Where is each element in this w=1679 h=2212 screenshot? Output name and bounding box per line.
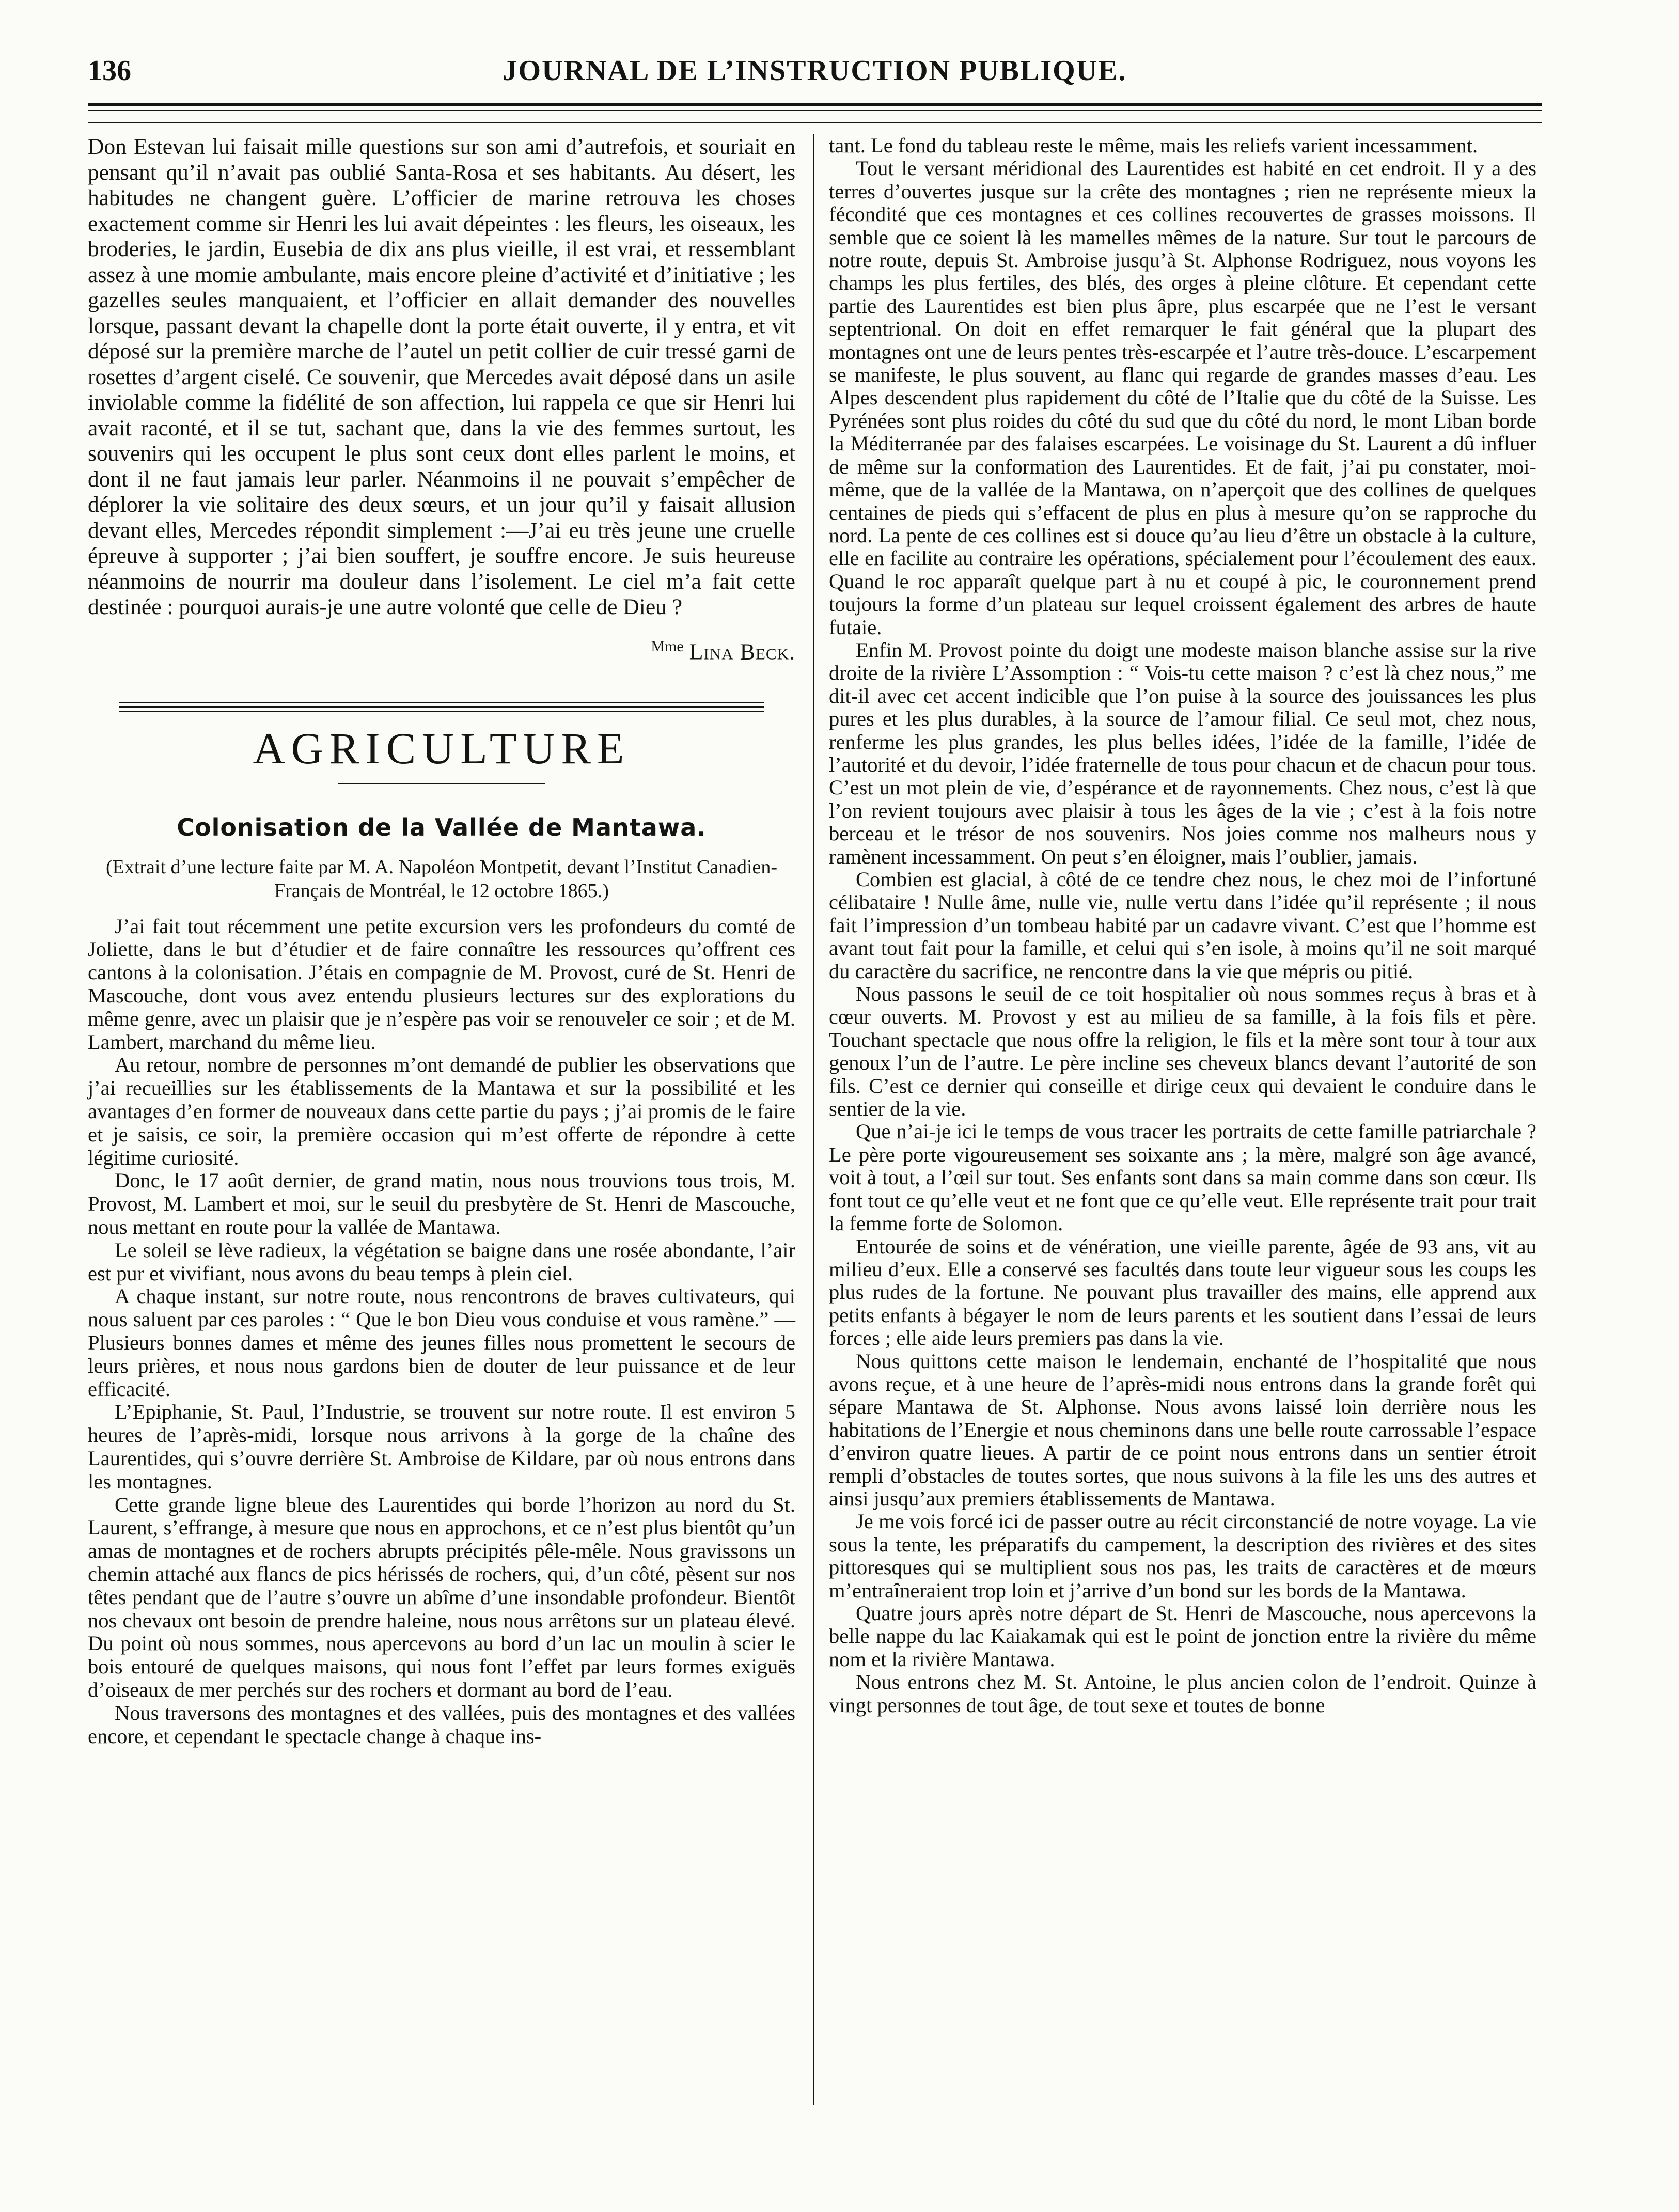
left-column [88,134,795,1748]
paragraph: Entourée de soins et de vénération, une vieille parente, âgée de 93 ans, vit au milieu d’eux. Elle a conservé ses facultés dans toute leur vigueur sous les coups les plus rudes de la fortune. Ne pouvant plus travailler des mains, elle apprend aux petits enfants à bégayer le nom de leurs parents et les soutient dans l’essai de leurs forces ; elle aide leurs premiers pas dans la vie. [829,1234,1536,1350]
paragraph: A chaque instant, sur notre route, nous rencontrons de braves cultivateurs, qui nous saluent par ces paroles : “ Que le bon Dieu vous conduise et vous ramène.” — Plusieurs bonnes dames et même des jeunes filles nous promettent le secours de leurs prières, et nous nous gardons bien de douter de leur puissance et de leur efficacité. [88,1284,795,1401]
signature-name: Lina Beck. [689,639,795,665]
right-column [829,134,1536,1717]
section-separator [119,698,764,718]
paragraph: Nous passons le seuil de ce toit hospitalier où nous sommes reçus à bras et à cœur ouverts. M. Provost y est au milieu de sa famille, à la fois fils et père. Touchant spectacle que nous offre la religion, le fils et la mère sont tour à tour aux genoux l’un de l’autre. Le père incline ses cheveux blancs devant l’autorité de son fils. C’est ce dernier qui conseille et dirige ceux qui devaient le conduire dans le sentier de la vie. [829,982,1536,1121]
header-rule-thin [88,110,1542,111]
paragraph: L’Epiphanie, St. Paul, l’Industrie, se trouvent sur notre route. Il est environ 5 heures de l’après-midi, lorsque nous arrivons à la gorge de la chaîne des Laurentides, qui s’ouvre derrière St. Ambroise de Kildare, par où nous entrons dans les montagnes. [88,1400,795,1493]
column-divider [813,134,814,2105]
section-rule [338,783,545,784]
paragraph: J’ai fait tout récemment une petite excursion vers les profondeurs du comté de Joliette, dans le but d’étudier et de faire connaître les ressources qu’offrent ces cantons à la colonisation. J’étais en compagnie de M. Provost, curé de St. Henri de Mascouche, dont vous avez entendu plusieurs lectures sur des explorations du même genre, avec un plaisir que je n’espère pas voir se renouveler ce soir ; et de M. Lambert, marchand du même lieu. [88,914,795,1054]
journal-title: JOURNAL DE L’INSTRUCTION PUBLIQUE. [503,55,1127,87]
paragraph: Nous entrons chez M. St. Antoine, le plus ancien colon de l’endroit. Quinze à vingt personnes de tout âge, de tout sexe et toutes de bonne [829,1670,1536,1717]
header-rule [88,103,1542,106]
author-signature [88,634,795,665]
paragraph: Cette grande ligne bleue des Laurentides qui borde l’horizon au nord du St. Laurent, s’effrange, à mesure que nous en approchons, et ce n’est plus bientôt qu’un amas de montagnes et de rochers abrupts précipités pêle-mêle. Nous gravissons un chemin attaché aux flancs de pics hérissés de rochers, qui, d’un côté, pèsent sur nos têtes pendant que de l’autre s’ouvre un abîme d’une insondable profondeur. Bientôt nos chevaux ont besoin de prendre haleine, nous nous arrêtons sur un plateau élevé. Du point où nous sommes, nous apercevons au bord d’un lac un moulin à scier le bois entouré de quelques maisons, qui nous font l’effet par leurs formes exiguës d’oiseaux de mer perchés sur des rochers et dormant au bord de l’eau. [88,1493,795,1701]
paragraph: Tout le versant méridional des Laurentides est habité en cet endroit. Il y a des terres d’ouvertes jusque sur la crête des montagnes ; rien ne représente mieux la fécondité que ces montagnes et ces collines recouvertes de grasses moissons. Il semble que ce soient là les mamelles mêmes de la nature. Sur tout le parcours de notre route, depuis St. Ambroise jusqu’à St. Alphonse Rodriguez, nous voyons les champs les plus fertiles, des blés, des orges à pleine clôture. Et cependant cette partie des Laurentides est bien plus âpre, plus escarpée que ne l’est le versant septentrional. On doit en effet remarquer le fait général que la plupart des montagnes ont une de leurs pentes très-escarpée et l’autre très-douce. L’escarpement se manifeste, le plus souvent, au flanc qui regarde de grandes masses d’eau. Les Alpes descendent plus rapidement du côté de l’Italie que du côté de la Suisse. Les Pyrénées sont plus roides du côté du sud que du côté du nord, le mont Liban borde la Méditerranée par des falaises escarpées. Le voisinage du St. Laurent a dû influer de même sur la conformation des Laurentides. Et de fait, j’ai pu constater, moi-même, que de la vallée de la Mantawa, on n’aperçoit que des collines de quelques centaines de pieds qui s’effacent de plus en plus à mesure qu’on se rapproche du nord. La pente de ces collines est si douce qu’au lieu d’être un obstacle à la culture, elle en facilite au contraire les opérations, spécialement pour l’écoulement des eaux. Quand le roc apparaît quelque part à nu et coupé à pic, le couronnement prend toujours la forme d’un plateau sur lequel croissent également des arbres de haute futaie. [829,156,1536,639]
header-rule-thin-2 [88,122,1542,123]
paragraph: Quatre jours après notre départ de St. Henri de Mascouche, nous apercevons la belle nappe du lac Kaiakamak qui est le point de jonction entre la rivière du même nom et la rivière Mantawa. [829,1602,1536,1671]
signature-title: Mme [651,637,684,655]
article-subtitle: (Extrait d’une lecture faite par M. A. Napoléon Montpetit, devant l’Institut Canadien-Français de Montréal, le 12 octobre 1865.) [105,856,778,902]
paragraph: Combien est glacial, à côté de ce tendre chez nous, le chez moi de l’infortuné célibataire ! Nulle âme, nulle vie, nulle vertu dans l’idée qu’il représente ; il nous fait l’impression d’un tombeau habité par un cadavre vivant. C’est que l’homme est avant tout fait pour la famille, et celui qui s’en isole, à moins qu’il ne soit marqué du caractère du sacrifice, ne rencontre dans la vie que mépris ou pitié. [829,868,1536,983]
paragraph: Donc, le 17 août dernier, de grand matin, nous nous trouvions tous trois, M. Provost, M. Lambert et moi, sur le seuil du presbytère de St. Henri de Mascouche, nous mettant en route pour la vallée de Mantawa. [88,1169,795,1239]
paragraph: Je me vois forcé ici de passer outre au récit circonstancié de notre voyage. La vie sous la tente, les préparatifs du campement, la description des rivières et des sites pittoresques qui se multiplient sous nos pas, les traits de caractères et de mœurs m’entraîneraient trop loin et j’arrive d’un bond sur les bords de la Mantawa. [829,1510,1536,1602]
paragraph: Au retour, nombre de personnes m’ont demandé de publier les observations que j’ai recueillies sur les établissements de la Mantawa et sur la possibilité et les avantages d’en former de nouveaux dans cette partie du pays ; j’ai promis de le faire et je saisis, ce soir, la première occasion qui m’est offerte de répondre à cette légitime curiosité. [88,1053,795,1169]
article-body-left [88,915,795,1748]
paragraph: Nous quittons cette maison le lendemain, enchanté de l’hospitalité que nous avons reçue, et à une heure de l’après-midi nous entrons dans la grande forêt qui sépare Mantawa de St. Alphonse. Nous avons laissé loin derrière nous les habitations de l’Energie et nous cheminons dans une belle route carrossable l’espace d’environ quatre lieues. A partir de ce point nous entrons dans un sentier étroit rempli d’obstacles de toutes sortes, que nous suivons à la file les uns des autres et ainsi jusqu’aux premiers établissements de Mantawa. [829,1349,1536,1510]
story-paragraph: Don Estevan lui faisait mille questions sur son ami d’autrefois, et souriait en pensant qu’il n’avait pas oublié Santa-Rosa et ses habitants. Au désert, les habitudes ne changent guère. L’officier de marine retrouva les choses exactement comme sir Henri les lui avait dépeintes : les fleurs, les oiseaux, les broderies, le jardin, Eusebia de dix ans plus vieille, il est vrai, et ressemblant assez à une momie ambulante, mais encore pleine d’activité et d’initiative ; les gazelles seules manquaient, et l’officier en allait demander des nouvelles lorsque, passant devant la chapelle dont la porte était ouverte, il y entra, et vit déposé sur la première marche de l’autel un petit collier de cuir tressé garni de rosettes d’argent ciselé. Ce souvenir, que Mercedes avait déposé dans un asile inviolable comme la fidélité de son affection, lui rappela ce que sir Henri lui avait raconté, et il se tut, sachant que, dans la vie des femmes surtout, les souvenirs qui les occupent le plus sont ceux dont elles parlent le moins, et dont il ne faut jamais leur parler. Néanmoins il ne pouvait s’empêcher de déplorer la vie solitaire des deux sœurs, et un jour qu’il y faisait allusion devant elles, Mercedes répondit simplement :—J’ai eu très jeune une cruelle épreuve à supporter ; j’ai bien souffert, je souffre encore. Je suis heureuse néanmoins de nourrir ma douleur dans l’isolement. Le ciel m’a fait cette destinée : pourquoi aurais-je une autre volonté que celle de Dieu ? [88,134,795,619]
paragraph: Enfin M. Provost pointe du doigt une modeste maison blanche assise sur la rive droite de la rivière L’Assomption : “ Vois-tu cette maison ? c’est là chez nous,” me dit-il avec cet accent indicible que l’on puise à la source des jouissances les plus pures et les plus durables, à la source de l’amour filial. Ce seul mot, chez nous, renferme les plus grandes, les plus belles idées, l’idée de la famille, l’idée de l’autorité et du devoir, l’idée fraternelle de tous pour chacun et de chacun pour tous. C’est un mot plein de vie, d’espérance et de rayonnements. Chez nous, c’est là que l’on revient toujours avec plaisir à tous les âges de la vie ; c’est à la fois notre berceau et le trésor de nos souvenirs. Nos joies comme nos malheurs nous y ramènent incessamment. On peut s’en éloigner, mais l’oublier, jamais. [829,638,1536,868]
section-title: AGRICULTURE [253,723,631,773]
paragraph: Nous traversons des montagnes et des vallées, puis des montagnes et des vallées encore, et cependant le spectacle change à chaque ins- [88,1701,795,1748]
page-header [88,54,1542,101]
article-title: Colonisation de la Vallée de Mantawa. [177,813,707,842]
paragraph: Que n’ai-je ici le temps de vous tracer les portraits de cette famille patriarchale ? Le père porte vigoureusement ses soixante ans ; la mère, malgré son âge avancé, voit à tout, a l’œil sur tout. Ses enfants sont dans sa main comme dans son cœur. Ils font tout ce qu’elle veut et ne font que ce qu’elle veut. Elle représente trait pour trait la femme forte de Solomon. [829,1120,1536,1235]
paragraph: Le soleil se lève radieux, la végétation se baigne dans une rosée abondante, l’air est pur et vivifiant, nous avons du beau temps à plein ciel. [88,1238,795,1285]
page-number: 136 [88,55,131,87]
paragraph: tant. Le fond du tableau reste le même, mais les reliefs varient incessamment. [829,134,1478,157]
